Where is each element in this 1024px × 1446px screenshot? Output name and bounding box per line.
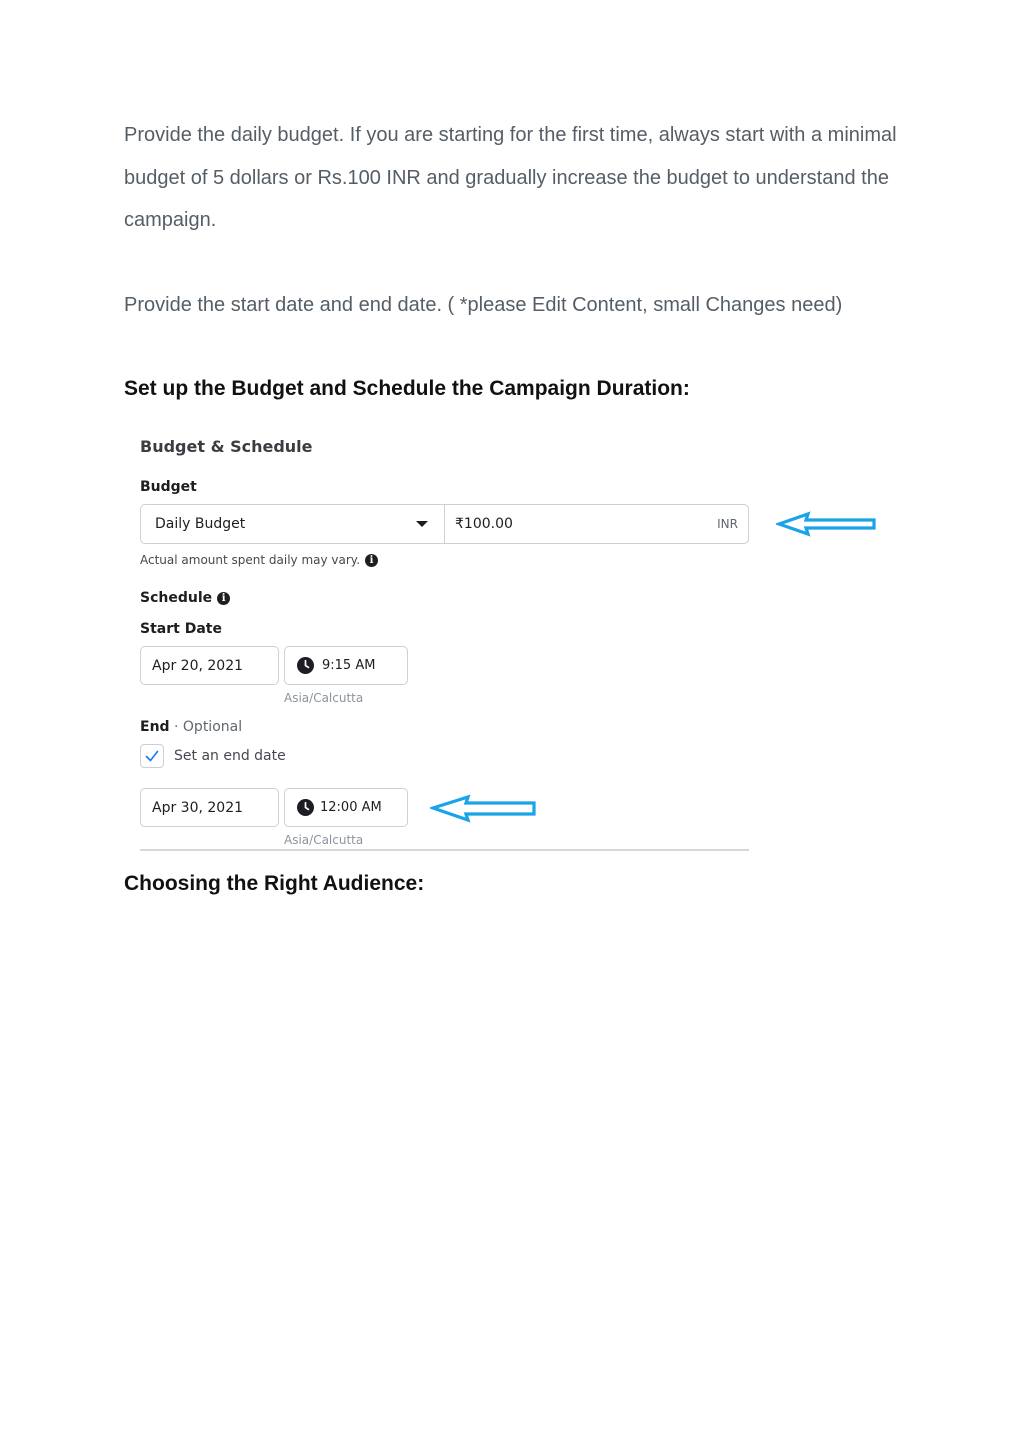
start-date-value: Apr 20, 2021 (152, 657, 244, 674)
clock-icon (297, 657, 314, 674)
panel-title: Budget & Schedule (140, 437, 313, 456)
budget-intro-paragraph: Provide the daily budget. If you are starting for the first time, always start with a minimal budget of 5 dollars or Rs.100 INR and gradually increase the budget to understand the campaign. (124, 124, 897, 231)
set-end-date-label: Set an end date (174, 748, 286, 764)
left-arrow-annotation (430, 794, 538, 824)
schedule-label: Schedule (140, 590, 213, 606)
end-time-value: 12:00 AM (320, 800, 382, 815)
start-time-input[interactable] (284, 646, 408, 685)
panel-bottom-divider (140, 849, 749, 851)
check-icon (144, 748, 160, 764)
budget-schedule-screenshot (140, 430, 750, 852)
budget-input-group (140, 504, 749, 544)
info-icon[interactable]: i (365, 554, 378, 567)
schedule-label-row (140, 590, 230, 606)
dates-intro-paragraph: Provide the start date and end date. ( *please Edit Content, small Changes need) (124, 294, 843, 316)
info-icon[interactable]: i (217, 592, 230, 605)
start-date-input[interactable] (140, 646, 279, 685)
budget-hint (140, 553, 378, 567)
end-label: End (140, 719, 170, 735)
audience-heading: Choosing the Right Audience: (124, 872, 425, 895)
start-time-value: 9:15 AM (322, 658, 376, 673)
set-end-date-row[interactable] (140, 744, 286, 768)
end-label-row (140, 719, 242, 735)
budget-schedule-heading: Set up the Budget and Schedule the Campaign Duration: (124, 377, 690, 400)
budget-type-value: Daily Budget (155, 516, 246, 532)
end-time-input[interactable] (284, 788, 408, 827)
clock-icon (297, 799, 314, 816)
set-end-date-checkbox[interactable] (140, 744, 164, 768)
budget-amount-value: ₹100.00 (455, 516, 513, 532)
start-timezone: Asia/Calcutta (284, 691, 364, 705)
budget-hint-text: Actual amount spent daily may vary. (140, 553, 361, 567)
end-date-input[interactable] (140, 788, 279, 827)
budget-label: Budget (140, 479, 197, 495)
budget-type-select[interactable] (141, 505, 445, 543)
budget-amount-input[interactable] (445, 505, 748, 543)
left-arrow-annotation (776, 510, 878, 538)
start-date-label: Start Date (140, 621, 222, 637)
end-timezone: Asia/Calcutta (284, 833, 364, 847)
currency-label: INR (717, 517, 738, 531)
caret-down-icon (416, 521, 428, 527)
end-date-value: Apr 30, 2021 (152, 799, 244, 816)
end-optional-label: · Optional (169, 719, 243, 735)
